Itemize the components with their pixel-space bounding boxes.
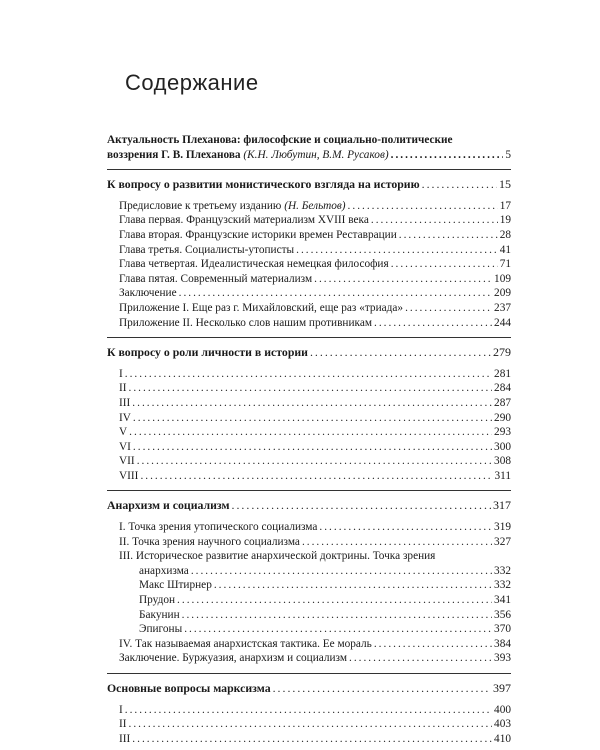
entry-title: Предисловие к третьему изданию bbox=[119, 199, 282, 212]
page-number: 384 bbox=[494, 637, 511, 650]
entry-title: Приложение II. Несколько слов нашим противникам bbox=[119, 316, 373, 329]
page-number: 41 bbox=[499, 243, 511, 256]
page-number: 209 bbox=[494, 287, 511, 300]
entry-title: Эпигоны bbox=[139, 623, 183, 636]
entry-title: Глава третья. Социалисты-утописты bbox=[119, 243, 295, 256]
toc-entry[interactable] bbox=[107, 469, 511, 484]
page-number: 287 bbox=[494, 396, 511, 409]
toc-entry[interactable] bbox=[107, 381, 511, 396]
entry-title: Глава пятая. Современный материализм bbox=[119, 272, 313, 285]
toc-entry[interactable] bbox=[107, 396, 511, 411]
page-number: 319 bbox=[494, 521, 511, 534]
part-title: К вопросу о роли личности в истории bbox=[107, 345, 308, 360]
toc-entry[interactable] bbox=[107, 454, 511, 469]
part-title: Основные вопросы марксизма bbox=[107, 681, 271, 695]
toc-section-part4 bbox=[107, 673, 511, 746]
toc-section-intro bbox=[107, 133, 511, 162]
page-number: 311 bbox=[494, 469, 511, 482]
toc-entry[interactable] bbox=[107, 732, 511, 747]
entry-title: IV bbox=[119, 411, 131, 424]
part-title: К вопросу о развитии монистического взгляда на историю bbox=[107, 177, 420, 192]
page-number: 71 bbox=[499, 258, 511, 271]
entry-title: I bbox=[119, 367, 123, 380]
entry-title: II. Точка зрения научного социализма bbox=[119, 535, 300, 548]
toc-entry[interactable] bbox=[107, 301, 511, 316]
toc-entry[interactable] bbox=[107, 286, 511, 301]
toc-entry[interactable] bbox=[107, 520, 511, 535]
page-number: 397 bbox=[493, 681, 511, 695]
page-title: Содержание bbox=[125, 70, 259, 95]
toc-entry-intro[interactable] bbox=[107, 148, 511, 163]
entry-title: Заключение bbox=[119, 287, 177, 300]
page-number: 308 bbox=[494, 455, 511, 468]
intro-title-line1: Актуальность Плеханова: философские и социально-политические bbox=[107, 134, 453, 146]
toc-section-part1 bbox=[107, 169, 511, 330]
page-number: 244 bbox=[494, 316, 511, 329]
entry-title: Заключение. Буржуазия, анархизм и социализм bbox=[119, 652, 347, 665]
entry-title-line2: анархизма bbox=[139, 564, 189, 577]
toc-entry[interactable] bbox=[107, 272, 511, 287]
page-number: 28 bbox=[499, 228, 511, 241]
entry-title: Приложение I. Еще раз г. Михайловский, еще раз «триада» bbox=[119, 301, 404, 314]
page-number: 370 bbox=[494, 623, 511, 636]
page-number: 17 bbox=[499, 199, 511, 212]
toc-section-part2 bbox=[107, 337, 511, 483]
entry-author: (Н. Бельтов) bbox=[284, 199, 346, 212]
page-number: 279 bbox=[493, 345, 511, 360]
entry-title: VIII bbox=[119, 469, 139, 482]
entry-title: Макс Штирнер bbox=[139, 579, 212, 592]
entry-title: VI bbox=[119, 440, 131, 453]
toc-part-heading[interactable] bbox=[107, 345, 511, 360]
part-title: Анархизм и социализм bbox=[107, 498, 230, 513]
entry-title: II bbox=[119, 382, 127, 395]
page-number: 109 bbox=[494, 272, 511, 285]
toc-entry[interactable] bbox=[107, 717, 511, 732]
toc-subentry[interactable] bbox=[107, 593, 511, 608]
toc-entry[interactable] bbox=[107, 703, 511, 718]
toc-entry[interactable] bbox=[107, 257, 511, 272]
entry-title: Глава четвертая. Идеалистическая немецкая философия bbox=[119, 258, 389, 271]
toc-part-heading[interactable] bbox=[107, 177, 511, 192]
toc-part-heading[interactable] bbox=[107, 498, 511, 513]
page-number: 327 bbox=[494, 535, 511, 548]
page-number: 19 bbox=[499, 214, 511, 227]
page-number: 290 bbox=[494, 411, 511, 424]
toc-entry[interactable] bbox=[107, 535, 511, 550]
toc-entry[interactable] bbox=[107, 564, 511, 579]
entry-title: VII bbox=[119, 455, 135, 468]
toc-subentry[interactable] bbox=[107, 578, 511, 593]
toc-entry[interactable] bbox=[107, 316, 511, 331]
page-number: 332 bbox=[494, 579, 511, 592]
page-number: 356 bbox=[494, 608, 511, 621]
toc-entry[interactable] bbox=[107, 637, 511, 652]
entry-title: IV. Так называемая анархистская тактика. Ее мораль bbox=[119, 637, 372, 650]
intro-title-line2: воззрения Г. В. Плеханова bbox=[107, 148, 241, 161]
toc-entry[interactable] bbox=[107, 367, 511, 382]
entry-title: Глава первая. Французский материализм XVIII века bbox=[119, 214, 369, 227]
entry-title: III bbox=[119, 396, 131, 409]
entry-title: I. Точка зрения утопического социализма bbox=[119, 521, 318, 534]
page-number: 281 bbox=[494, 367, 511, 380]
page-number: 237 bbox=[494, 301, 511, 314]
toc-part-heading[interactable] bbox=[107, 681, 511, 696]
toc-entry[interactable] bbox=[107, 199, 511, 214]
page-number: 300 bbox=[494, 440, 511, 453]
page-number: 410 bbox=[494, 732, 511, 745]
toc-entry[interactable] bbox=[107, 411, 511, 426]
toc-entry[interactable] bbox=[107, 213, 511, 228]
entry-title: Прудон bbox=[139, 594, 176, 607]
entry-title: II bbox=[119, 718, 127, 731]
entry-title: I bbox=[119, 703, 123, 716]
page-number: 403 bbox=[494, 718, 511, 731]
toc-subentry[interactable] bbox=[107, 608, 511, 623]
intro-authors: (К.Н. Любутин, В.М. Русаков) bbox=[243, 148, 389, 161]
page-number: 341 bbox=[494, 594, 511, 607]
page-number: 332 bbox=[494, 564, 511, 577]
entry-title: Глава вторая. Французские историки времен Реставрации bbox=[119, 228, 397, 241]
toc-entry[interactable] bbox=[107, 425, 511, 440]
entry-title: V bbox=[119, 426, 128, 439]
entry-title: III bbox=[119, 732, 131, 745]
page-number: 5 bbox=[505, 148, 511, 161]
page-number: 317 bbox=[493, 498, 511, 513]
page-number: 400 bbox=[494, 703, 511, 716]
toc-section-part3 bbox=[107, 490, 511, 666]
page-number: 293 bbox=[494, 426, 511, 439]
entry-title: Бакунин bbox=[139, 608, 180, 621]
table-of-contents bbox=[107, 126, 511, 746]
page-number: 393 bbox=[494, 652, 511, 665]
page-number: 15 bbox=[499, 177, 511, 192]
toc-entry[interactable] bbox=[107, 243, 511, 258]
toc-entry[interactable] bbox=[107, 228, 511, 243]
toc-subentry[interactable] bbox=[107, 622, 511, 637]
toc-entry[interactable] bbox=[107, 440, 511, 455]
entry-title-line1: III. Историческое развитие анархической доктрины. Точка зрения bbox=[119, 550, 436, 563]
toc-entry[interactable] bbox=[107, 651, 511, 666]
page-number: 284 bbox=[494, 382, 511, 395]
